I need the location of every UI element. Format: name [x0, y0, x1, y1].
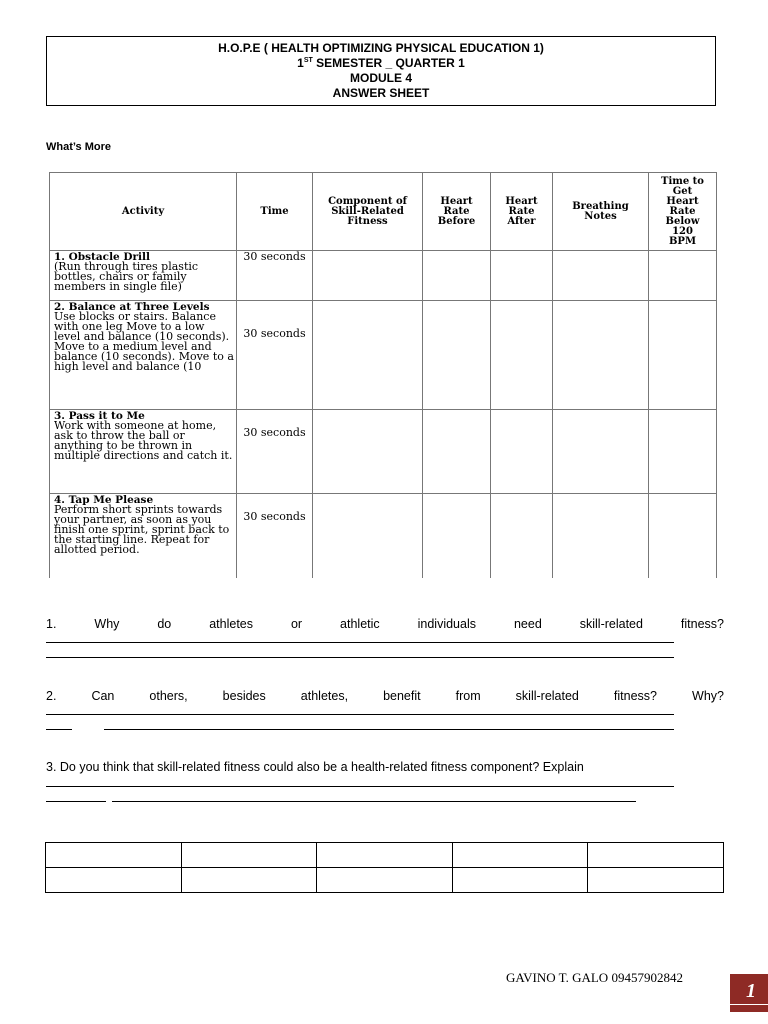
grid-cell[interactable] — [317, 868, 453, 893]
question-2: 2. Can others, besides athletes, benefit from skill-related fitness? Why? — [46, 689, 724, 703]
activity-cell: 1. Obstacle Drill (Run through tires plastic bottles, chairs or family members in single file) — [50, 251, 237, 301]
header-hr-after: Heart Rate After — [491, 173, 553, 251]
answer-line[interactable] — [46, 642, 674, 643]
table-row — [46, 868, 724, 893]
grid-cell[interactable] — [317, 843, 453, 868]
hr-before-input-cell[interactable] — [423, 410, 491, 494]
page-number-rule — [730, 1004, 768, 1005]
component-input-cell[interactable] — [313, 301, 423, 410]
grid-cell[interactable] — [452, 843, 588, 868]
answer-line[interactable] — [46, 657, 674, 658]
hr-before-input-cell[interactable] — [423, 251, 491, 301]
answer-line[interactable] — [112, 801, 636, 802]
hr-after-input-cell[interactable] — [491, 494, 553, 578]
grid-cell[interactable] — [588, 868, 724, 893]
course-title: H.O.P.E ( HEALTH OPTIMIZING PHYSICAL EDUCATION 1) — [218, 41, 544, 55]
header-hr-before: Heart Rate Before — [423, 173, 491, 251]
activity-cell: 4. Tap Me Please Perform short sprints towards your partner, as soon as you finish one sprint, sprint back to the starting line. Repeat for allotted period. — [50, 494, 237, 578]
grid-cell[interactable] — [452, 868, 588, 893]
page-number: 1 — [746, 980, 756, 1002]
breathing-input-cell[interactable] — [553, 301, 649, 410]
header-breathing: Breathing Notes — [553, 173, 649, 251]
grid-cell[interactable] — [588, 843, 724, 868]
table-header-row — [50, 173, 717, 251]
component-input-cell[interactable] — [313, 251, 423, 301]
recovery-input-cell[interactable] — [649, 251, 717, 301]
footer-author: GAVINO T. GALO 09457902842 — [506, 970, 683, 985]
recovery-input-cell[interactable] — [649, 410, 717, 494]
time-cell: 30 seconds — [237, 410, 313, 494]
time-cell: 30 seconds — [237, 494, 313, 578]
question-1: 1. Why do athletes or athletic individuals need skill-related fitness? — [46, 617, 724, 631]
grid-cell[interactable] — [181, 843, 317, 868]
hr-after-input-cell[interactable] — [491, 410, 553, 494]
hr-after-input-cell[interactable] — [491, 301, 553, 410]
breathing-input-cell[interactable] — [553, 494, 649, 578]
hr-before-input-cell[interactable] — [423, 494, 491, 578]
answer-line[interactable] — [46, 786, 674, 787]
grid-cell[interactable] — [181, 868, 317, 893]
breathing-input-cell[interactable] — [553, 251, 649, 301]
activity-cell: 3. Pass it to Me Work with someone at home, ask to throw the ball or anything to be thrown in multiple directions and catch it. — [50, 410, 237, 494]
breathing-input-cell[interactable] — [553, 410, 649, 494]
header-box — [46, 36, 716, 106]
header-recovery: Time to Get Heart Rate Below 120 BPM — [649, 173, 717, 251]
blank-answer-grid — [45, 842, 724, 893]
answer-line[interactable] — [46, 801, 106, 802]
recovery-input-cell[interactable] — [649, 494, 717, 578]
hr-before-input-cell[interactable] — [423, 301, 491, 410]
time-cell: 30 seconds — [237, 251, 313, 301]
table-row — [50, 494, 717, 578]
hr-after-input-cell[interactable] — [491, 251, 553, 301]
answer-line[interactable] — [104, 729, 674, 730]
answer-line[interactable] — [46, 714, 674, 715]
component-input-cell[interactable] — [313, 410, 423, 494]
module-label: MODULE 4 — [349, 71, 412, 85]
question-3: 3. Do you think that skill-related fitness could also be a health-related fitness component? Explain — [46, 760, 584, 774]
answer-sheet-label: ANSWER SHEET — [332, 86, 430, 100]
table-row — [50, 251, 717, 301]
answer-line[interactable] — [46, 729, 72, 730]
header-time: Time — [237, 173, 313, 251]
table-row — [50, 410, 717, 494]
grid-cell[interactable] — [46, 843, 182, 868]
activity-cell: 2. Balance at Three Levels Use blocks or stairs. Balance with one leg Move to a low level and balance (10 seconds). Move to a medium level and balance (10 seconds). Move to a high level and balance (10 — [50, 301, 237, 410]
grid-cell[interactable] — [46, 868, 182, 893]
activity-table — [49, 172, 717, 578]
table-row — [50, 301, 717, 410]
recovery-input-cell[interactable] — [649, 301, 717, 410]
header-activity: Activity — [50, 173, 237, 251]
section-label: What’s More — [46, 141, 111, 153]
semester-line: 1ST SEMESTER _ QUARTER 1 — [297, 56, 465, 70]
component-input-cell[interactable] — [313, 494, 423, 578]
table-row — [46, 843, 724, 868]
time-cell: 30 seconds — [237, 301, 313, 410]
header-component: Component of Skill-Related Fitness — [313, 173, 423, 251]
